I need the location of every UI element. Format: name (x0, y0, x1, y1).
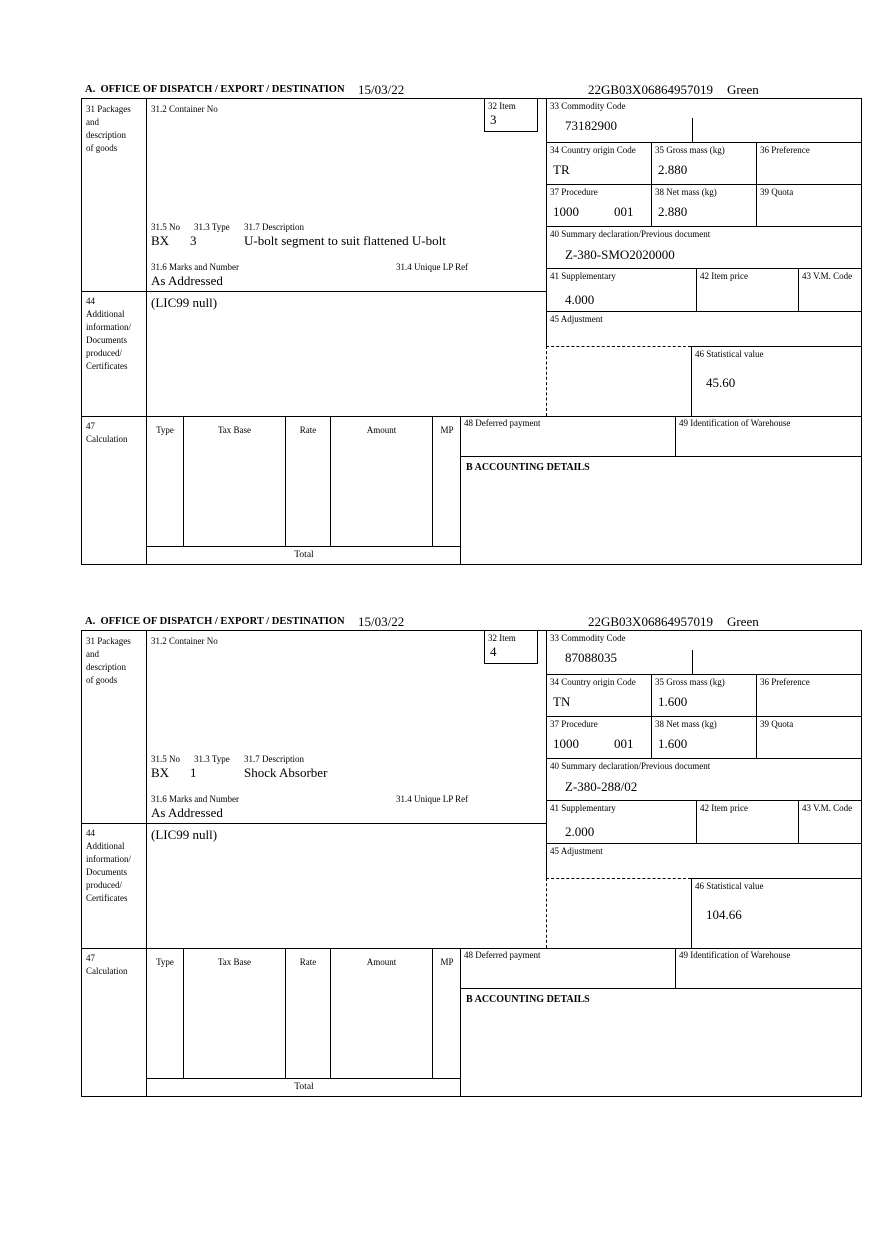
box37-procedure-cell (547, 717, 652, 758)
box38-label: 38 Net mass (kg) (655, 187, 717, 197)
box31-3-type-label: 31.3 Type (194, 754, 230, 764)
item-block-1 (0, 80, 882, 563)
tax-header-amount: Amount (366, 957, 397, 967)
box46-statistical-value-cell (691, 878, 861, 948)
packages-number-value: BX (151, 765, 170, 780)
additional-information-value: (LIC99 null) (151, 827, 218, 842)
additional-information-value: (LIC99 null) (151, 295, 218, 310)
box39-quota-cell (757, 185, 861, 226)
block-header (0, 612, 882, 630)
box44-label-line: Additional (86, 309, 125, 319)
box35-gross-mass-cell (652, 675, 757, 716)
box42-item-price-cell (697, 269, 799, 311)
dashed-horizontal-divider (546, 878, 691, 879)
box33-commodity-cell (546, 631, 861, 674)
box44-label-line: Documents (86, 335, 127, 345)
box40-label: 40 Summary declaration/Previous document (550, 761, 711, 771)
block-header (0, 80, 882, 98)
net-mass-value: 2.880 (658, 204, 688, 219)
box31-label-line: description (86, 130, 126, 140)
box41-supplementary-cell (547, 269, 697, 311)
box45-adjustment-cell (546, 311, 861, 346)
box32-item-cell (484, 99, 538, 132)
box40-previous-document-cell (546, 226, 861, 268)
tax-column-type (147, 416, 184, 546)
tax-column-tax-base (184, 948, 286, 1078)
tax-column-amount (331, 948, 433, 1078)
box46-label: 46 Statistical value (695, 881, 764, 891)
box33-commodity-cell (546, 99, 861, 142)
routing-status-value: Green (726, 614, 759, 629)
box31-4-lp-ref-label: 31.4 Unique LP Ref (396, 262, 469, 272)
box34-label: 34 Country origin Code (550, 145, 636, 155)
dashed-vertical-divider (546, 878, 547, 948)
tax-header-rate: Rate (299, 425, 317, 435)
tax-header-amount: Amount (366, 425, 397, 435)
box39-label: 39 Quota (760, 719, 794, 729)
box32-label: 32 Item (488, 101, 516, 111)
box33-label: 33 Commodity Code (550, 101, 626, 111)
box47-label-line: 47 (86, 421, 95, 431)
previous-document-value: Z-380-288/02 (565, 779, 638, 794)
tax-header-mp: MP (440, 957, 454, 967)
box31-packages-label-cell (82, 631, 147, 823)
row-boxes-34-35-36 (546, 142, 861, 184)
packages-type-value: 1 (190, 765, 197, 780)
box47-tax-table (147, 416, 461, 564)
commodity-code-value: 87088035 (565, 650, 617, 665)
mrn-value: 22GB03X06864957019 (588, 82, 713, 97)
box35-label: 35 Gross mass (kg) (655, 677, 725, 687)
box43-vm-code-cell (799, 269, 861, 311)
box31-7-description-label: 31.7 Description (244, 754, 304, 764)
box36-preference-cell (757, 143, 861, 184)
routing-status-value: Green (726, 82, 759, 97)
box48-deferred-payment-cell (461, 416, 676, 456)
box31-2-container-label: 31.2 Container No (151, 104, 218, 114)
box44-label-line: information/ (86, 322, 131, 332)
box31-5-no-label: 31.5 No (151, 222, 180, 232)
box43-vm-code-cell (799, 801, 861, 843)
sad-form-grid (81, 630, 862, 1097)
gross-mass-value: 1.600 (658, 694, 688, 709)
box37-label: 37 Procedure (550, 187, 598, 197)
tax-column-mp (433, 948, 461, 1078)
box31-label-line: 31 Packages (86, 636, 131, 646)
box44-label-line: Certificates (86, 893, 128, 903)
marks-and-number-value: As Addressed (151, 273, 223, 288)
commodity-subfield-divider (692, 650, 693, 674)
row-boxes-41-42-43 (546, 268, 861, 311)
tax-header-tax-base: Tax Base (217, 957, 252, 967)
item-number-value: 4 (490, 644, 497, 659)
box38-net-mass-cell (652, 185, 757, 226)
box47-calculation-label-cell (82, 416, 147, 564)
box44-label-line: produced/ (86, 880, 122, 890)
mrn-value: 22GB03X06864957019 (588, 614, 713, 629)
packages-type-value: 3 (190, 233, 197, 248)
box42-label: 42 Item price (700, 803, 748, 813)
box49-warehouse-cell (676, 948, 861, 988)
box43-label: 43 V.M. Code (802, 803, 853, 813)
tax-header-type: Type (156, 957, 174, 967)
country-origin-value: TN (553, 694, 571, 709)
box32-label: 32 Item (488, 633, 516, 643)
box31-3-type-label: 31.3 Type (194, 222, 230, 232)
commodity-subfield-divider (692, 118, 693, 142)
box31-label-line: of goods (86, 143, 118, 153)
box31-6-marks-label: 31.6 Marks and Number (151, 794, 239, 804)
procedure-suffix-value: 001 (614, 736, 634, 751)
goods-description-value: U-bolt segment to suit flattened U-bolt (244, 233, 446, 248)
goods-description-value: Shock Absorber (244, 765, 328, 780)
box41-supplementary-cell (547, 801, 697, 843)
box45-label: 45 Adjustment (550, 846, 603, 856)
row-boxes-37-38-39 (546, 716, 861, 758)
commodity-code-value: 73182900 (565, 118, 617, 133)
box40-label: 40 Summary declaration/Previous document (550, 229, 711, 239)
accounting-details-cell (461, 456, 861, 564)
box48-label: 48 Deferred payment (464, 418, 541, 428)
reference-line (588, 614, 759, 630)
row-boxes-37-38-39 (546, 184, 861, 226)
supplementary-units-value: 2.000 (565, 824, 595, 839)
box32-item-cell (484, 631, 538, 664)
box35-label: 35 Gross mass (kg) (655, 145, 725, 155)
tax-header-mp: MP (440, 425, 454, 435)
box49-warehouse-cell (676, 416, 861, 456)
dashed-horizontal-divider (546, 346, 691, 347)
box44-label-line: Additional (86, 841, 125, 851)
box47-tax-table (147, 948, 461, 1096)
box31-packages-label-cell (82, 99, 147, 291)
box44-label-line: 44 (86, 828, 95, 838)
box47-calculation-label-cell (82, 948, 147, 1096)
country-origin-value: TR (553, 162, 570, 177)
box44-label-line: produced/ (86, 348, 122, 358)
tax-column-mp (433, 416, 461, 546)
box46-statistical-value-cell (691, 346, 861, 416)
box48-label: 48 Deferred payment (464, 950, 541, 960)
box41-label: 41 Supplementary (550, 803, 616, 813)
tax-column-rate (286, 416, 331, 546)
packages-number-value: BX (151, 233, 170, 248)
box39-label: 39 Quota (760, 187, 794, 197)
date-value: 15/03/22 (358, 82, 405, 97)
box31-7-description-label: 31.7 Description (244, 222, 304, 232)
box39-quota-cell (757, 717, 861, 758)
procedure-suffix-value: 001 (614, 204, 634, 219)
box38-label: 38 Net mass (kg) (655, 719, 717, 729)
box49-label: 49 Identification of Warehouse (679, 950, 791, 960)
box36-preference-cell (757, 675, 861, 716)
box44-additional-info-cell (82, 823, 147, 948)
box31-6-marks-label: 31.6 Marks and Number (151, 262, 239, 272)
box47-label-line: 47 (86, 953, 95, 963)
item-number-value: 3 (490, 112, 497, 127)
box40-previous-document-cell (546, 758, 861, 800)
tax-total-row (147, 546, 461, 564)
accounting-details-label: B ACCOUNTING DETAILS (466, 994, 590, 1005)
box46-label: 46 Statistical value (695, 349, 764, 359)
box31-label-line: and (86, 649, 99, 659)
box34-label: 34 Country origin Code (550, 677, 636, 687)
box47-label-line: Calculation (86, 434, 128, 444)
tax-column-rate (286, 948, 331, 1078)
box44-divider-line (147, 291, 546, 292)
procedure-value: 1000 (553, 204, 579, 219)
box45-adjustment-cell (546, 843, 861, 878)
previous-document-value: Z-380-SMO2020000 (565, 247, 675, 262)
box36-label: 36 Preference (760, 145, 810, 155)
total-label: Total (294, 550, 314, 560)
net-mass-value: 1.600 (658, 736, 688, 751)
box31-4-lp-ref-label: 31.4 Unique LP Ref (396, 794, 469, 804)
box34-origin-cell (547, 675, 652, 716)
box34-origin-cell (547, 143, 652, 184)
box44-label-line: Documents (86, 867, 127, 877)
accounting-details-cell (461, 988, 861, 1096)
box47-label-line: Calculation (86, 966, 128, 976)
box44-divider-line (147, 823, 546, 824)
tax-column-tax-base (184, 416, 286, 546)
office-of-dispatch-label: A. OFFICE OF DISPATCH / EXPORT / DESTINATION (85, 616, 345, 627)
statistical-value: 104.66 (706, 907, 742, 922)
box31-2-container-label: 31.2 Container No (151, 636, 218, 646)
box31-label-line: description (86, 662, 126, 672)
box44-label-line: information/ (86, 854, 131, 864)
tax-header-tax-base: Tax Base (217, 425, 252, 435)
supplementary-units-value: 4.000 (565, 292, 595, 307)
statistical-value: 45.60 (706, 375, 736, 390)
total-label: Total (294, 1082, 314, 1092)
box38-net-mass-cell (652, 717, 757, 758)
box36-label: 36 Preference (760, 677, 810, 687)
row-boxes-41-42-43 (546, 800, 861, 843)
box43-label: 43 V.M. Code (802, 271, 853, 281)
box31-label-line: of goods (86, 675, 118, 685)
box35-gross-mass-cell (652, 143, 757, 184)
box42-label: 42 Item price (700, 271, 748, 281)
tax-total-row (147, 1078, 461, 1096)
box44-label-line: 44 (86, 296, 95, 306)
box41-label: 41 Supplementary (550, 271, 616, 281)
marks-and-number-value: As Addressed (151, 805, 223, 820)
gross-mass-value: 2.880 (658, 162, 688, 177)
box37-label: 37 Procedure (550, 719, 598, 729)
tax-column-amount (331, 416, 433, 546)
box49-label: 49 Identification of Warehouse (679, 418, 791, 428)
box48-deferred-payment-cell (461, 948, 676, 988)
row-boxes-34-35-36 (546, 674, 861, 716)
item-block-2 (0, 612, 882, 1095)
box44-additional-info-cell (82, 291, 147, 416)
box44-label-line: Certificates (86, 361, 128, 371)
dashed-vertical-divider (546, 346, 547, 416)
procedure-value: 1000 (553, 736, 579, 751)
tax-header-rate: Rate (299, 957, 317, 967)
box42-item-price-cell (697, 801, 799, 843)
box33-label: 33 Commodity Code (550, 633, 626, 643)
date-value: 15/03/22 (358, 614, 405, 629)
box37-procedure-cell (547, 185, 652, 226)
accounting-details-label: B ACCOUNTING DETAILS (466, 462, 590, 473)
office-of-dispatch-label: A. OFFICE OF DISPATCH / EXPORT / DESTINATION (85, 84, 345, 95)
sad-form-grid (81, 98, 862, 565)
box45-label: 45 Adjustment (550, 314, 603, 324)
tax-header-type: Type (156, 425, 174, 435)
box31-label-line: and (86, 117, 99, 127)
tax-column-type (147, 948, 184, 1078)
reference-line (588, 82, 759, 98)
box31-label-line: 31 Packages (86, 104, 131, 114)
box31-5-no-label: 31.5 No (151, 754, 180, 764)
